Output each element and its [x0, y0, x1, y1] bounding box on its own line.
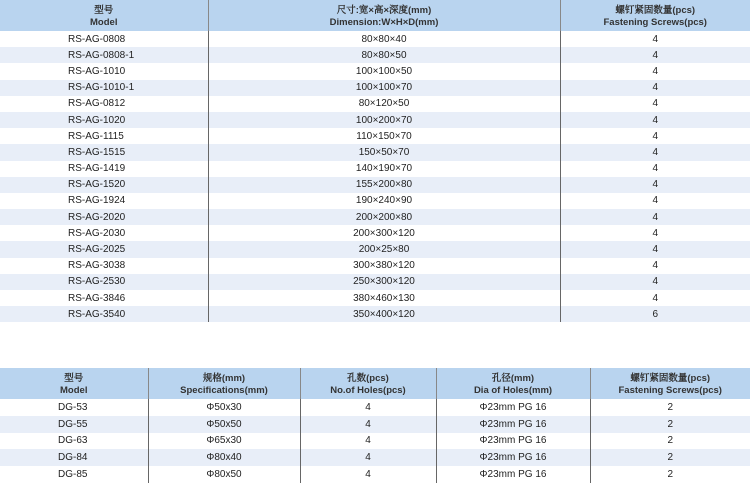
cell-screws: 6: [560, 306, 750, 322]
cell-model: RS-AG-2025: [0, 241, 208, 257]
cell-model: RS-AG-2030: [68, 227, 126, 239]
cell-specifications: Φ50x30: [148, 399, 300, 416]
cell-screws: 4: [560, 80, 750, 96]
cell-model: RS-AG-2530: [0, 274, 208, 290]
cell-model: DG-55: [0, 416, 148, 433]
table-row: [0, 466, 750, 483]
cell-screws: 2: [590, 433, 750, 450]
column-header-screws: [590, 368, 750, 399]
header-text: 孔径(mm): [491, 373, 535, 384]
header-text: No.of Holes(pcs): [330, 385, 406, 396]
header-text: Dimension:W×H×D(mm): [329, 17, 439, 28]
header-text: Model: [60, 385, 88, 396]
column-header-model: [0, 368, 148, 399]
cell-screws: 2: [590, 449, 750, 466]
cell-dimension: 80×80×50: [208, 47, 560, 63]
column-header-model: [0, 0, 208, 31]
column-header-hole-diameter: [436, 368, 590, 399]
header-text: 孔数(pcs): [347, 373, 389, 384]
cell-model: RS-AG-3038: [68, 260, 126, 272]
header-text: 螺钉紧固数量(pcs): [630, 373, 711, 384]
cell-dimension: 190×240×90: [208, 193, 560, 209]
header-text: Fastening Screws(pcs): [603, 17, 707, 28]
column-header-screws: [560, 0, 750, 31]
cell-model: RS-AG-2020: [0, 209, 208, 225]
cell-model: RS-AG-1515: [0, 144, 208, 160]
cell-specifications: Φ65x30: [148, 433, 300, 450]
table-row: [0, 144, 750, 160]
cell-model: RS-AG-1419: [68, 163, 126, 175]
cell-model: RS-AG-1020: [0, 112, 208, 128]
cell-specifications: Φ80x50: [148, 466, 300, 483]
cell-screws: 4: [560, 193, 750, 209]
table-row: [0, 96, 750, 112]
cell-holes: 4: [300, 449, 436, 466]
cell-model: RS-AG-1520: [0, 177, 208, 193]
cell-dimension: 80×80×40: [208, 31, 560, 47]
cell-screws: 4: [560, 258, 750, 274]
table-row: [0, 161, 750, 177]
table-row: [0, 112, 750, 128]
cell-holes: 4: [300, 466, 436, 483]
cell-dimension: 250×300×120: [208, 274, 560, 290]
cell-screws: 4: [560, 274, 750, 290]
cell-screws: 4: [560, 225, 750, 241]
cell-model: RS-AG-3540: [0, 306, 208, 322]
cell-dimension: 110×150×70: [208, 128, 560, 144]
cell-model: RS-AG-0812: [68, 98, 126, 110]
cell-dimension: 200×25×80: [208, 241, 560, 257]
column-header-holes: [300, 368, 436, 399]
table-row: [0, 306, 750, 322]
cell-hole-diameter: Φ23mm PG 16: [436, 466, 590, 483]
cell-dimension: 350×400×120: [208, 306, 560, 322]
table-row: [0, 290, 750, 306]
cell-screws: 4: [560, 241, 750, 257]
cell-model: DG-85: [58, 469, 88, 481]
table-row: [0, 80, 750, 96]
table-row: [0, 128, 750, 144]
cell-screws: 4: [560, 177, 750, 193]
table-row: [0, 274, 750, 290]
header-text: 规格(mm): [202, 373, 246, 384]
cell-model: RS-AG-3846: [68, 292, 126, 304]
cell-screws: 2: [590, 466, 750, 483]
cell-screws: 4: [560, 144, 750, 160]
cell-hole-diameter: Φ23mm PG 16: [436, 399, 590, 416]
table-row: [0, 449, 750, 466]
cell-model: DG-84: [0, 449, 148, 466]
cell-hole-diameter: Φ23mm PG 16: [436, 416, 590, 433]
cell-model: RS-AG-0808: [68, 33, 126, 45]
cell-model: DG-53: [58, 401, 88, 413]
header-text: 螺钉紧固数量(pcs): [615, 5, 696, 16]
cell-hole-diameter: Φ23mm PG 16: [436, 449, 590, 466]
cell-screws: 4: [560, 31, 750, 47]
cell-dimension: 155×200×80: [208, 177, 560, 193]
table-row: [0, 193, 750, 209]
cell-dimension: 100×200×70: [208, 112, 560, 128]
header-row: [0, 368, 750, 399]
table-row: [0, 399, 750, 416]
cell-holes: 4: [300, 399, 436, 416]
header-text: 型号: [64, 373, 84, 384]
cell-dimension: 150×50×70: [208, 144, 560, 160]
cell-model: RS-AG-0808-1: [0, 47, 208, 63]
cell-dimension: 100×100×50: [208, 63, 560, 79]
table-row: [0, 63, 750, 79]
table-row: [0, 241, 750, 257]
gland-spec-table: [0, 368, 750, 483]
cell-screws: 4: [560, 96, 750, 112]
table-row: [0, 258, 750, 274]
cell-dimension: 200×200×80: [208, 209, 560, 225]
cell-dimension: 300×380×120: [208, 258, 560, 274]
table-row: [0, 433, 750, 450]
cell-screws: 4: [560, 47, 750, 63]
cell-model: RS-AG-1010: [68, 65, 126, 77]
header-text: Specifications(mm): [180, 385, 268, 396]
cell-specifications: Φ50x50: [148, 416, 300, 433]
header-text: Dia of Holes(mm): [473, 385, 553, 396]
cell-screws: 4: [560, 128, 750, 144]
table-row: [0, 177, 750, 193]
header-text: 型号: [94, 5, 114, 16]
cell-model: DG-63: [58, 435, 88, 447]
cell-dimension: 200×300×120: [208, 225, 560, 241]
cell-dimension: 380×460×130: [208, 290, 560, 306]
cell-model: RS-AG-1010-1: [0, 80, 208, 96]
cell-screws: 4: [560, 63, 750, 79]
cell-specifications: Φ80x40: [148, 449, 300, 466]
column-header-dimension: [208, 0, 560, 31]
header-text: 尺寸:宽×高×深度(mm): [336, 5, 432, 16]
cell-screws: 2: [590, 399, 750, 416]
cell-screws: 4: [560, 209, 750, 225]
header-row: [0, 0, 750, 31]
table-row: [0, 31, 750, 47]
column-header-specifications: [148, 368, 300, 399]
cell-screws: 4: [560, 112, 750, 128]
header-text: Fastening Screws(pcs): [618, 385, 722, 396]
table-row: [0, 416, 750, 433]
cell-screws: 4: [560, 290, 750, 306]
cell-model: RS-AG-1924: [68, 195, 126, 207]
table-row: [0, 47, 750, 63]
cell-dimension: 100×100×70: [208, 80, 560, 96]
cell-screws: 4: [560, 161, 750, 177]
header-text: Model: [90, 17, 118, 28]
cell-model: RS-AG-1115: [68, 130, 124, 142]
cell-dimension: 140×190×70: [208, 161, 560, 177]
cell-holes: 4: [300, 416, 436, 433]
cell-dimension: 80×120×50: [208, 96, 560, 112]
cell-holes: 4: [300, 433, 436, 450]
cell-screws: 2: [590, 416, 750, 433]
table-row: [0, 225, 750, 241]
table-row: [0, 209, 750, 225]
cell-hole-diameter: Φ23mm PG 16: [436, 433, 590, 450]
